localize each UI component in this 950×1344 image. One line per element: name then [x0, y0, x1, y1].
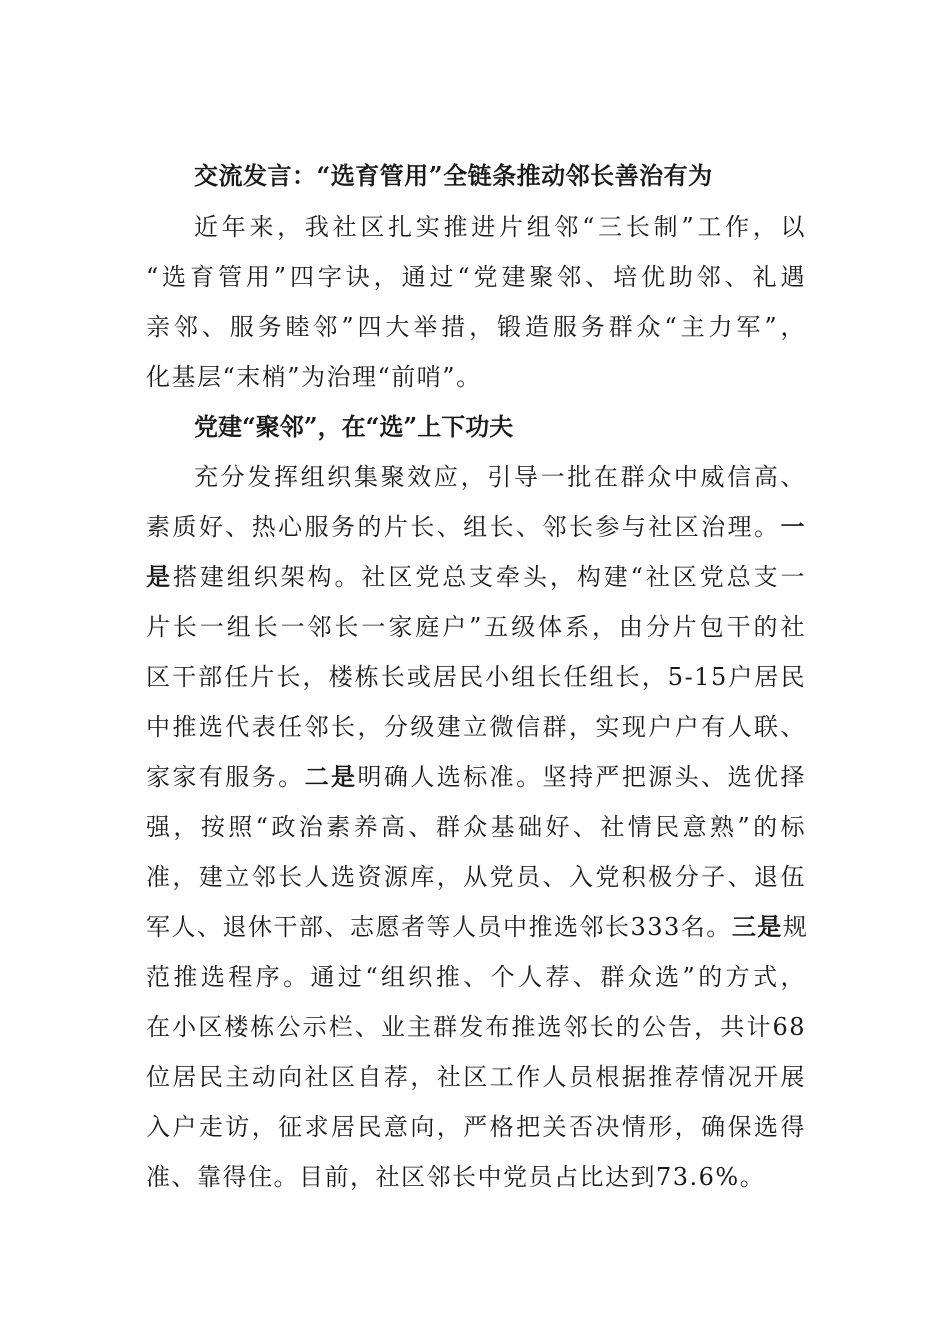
body-line: 片长一组长一邻长一家庭户”五级体系，由分片包干的社	[146, 613, 806, 641]
intro-line: 亲邻、服务睦邻”四大举措，锻造服务群众“主力军”，	[146, 313, 806, 341]
body-line: 强，按照“政治素养高、群众基础好、社情民意熟”的标	[146, 813, 806, 841]
point-label: 是	[146, 562, 173, 591]
intro-paragraph	[146, 202, 806, 402]
intro-line: “选育管用”四字诀，通过“党建聚邻、培优助邻、礼遇	[146, 263, 806, 291]
body-text: 规	[782, 913, 809, 941]
body-line: 入户走访，征求居民意向，严格把关否决情形，确保选得	[146, 1113, 806, 1141]
body-line: 中推选代表任邻长，分级建立微信群，实现户户有人联、	[146, 713, 806, 741]
document-page	[146, 150, 809, 1202]
body-line	[146, 552, 806, 602]
section-heading: 党建“聚邻”，在“选”上下功夫	[194, 412, 514, 441]
body-text: 军人、退休干部、志愿者等人员中推选邻长333名。	[146, 913, 732, 941]
body-line	[146, 902, 809, 952]
point-label: 三是	[731, 912, 783, 941]
intro-line: 化基层“末梢”为治理“前哨”。	[146, 363, 482, 391]
intro-line: 近年来，我社区扎实推进片组邻“三长制”工作，以	[194, 213, 806, 241]
point-label: 一	[780, 512, 806, 541]
body-line: 准，建立邻长人选资源库，从党员、入党积极分子、退伍	[146, 863, 806, 891]
body-text: 明确人选标准。坚持严把源头、选优择	[357, 763, 806, 791]
body-line: 充分发挥组织集聚效应，引导一批在群众中威信高、	[194, 463, 806, 491]
body-line	[146, 502, 806, 552]
body-line	[146, 752, 806, 802]
body-line: 准、靠得住。目前，社区邻长中党员占比达到73.6%。	[146, 1163, 766, 1191]
body-line: 位居民主动向社区自荐，社区工作人员根据推荐情况开展	[146, 1063, 806, 1091]
point-label: 二是	[304, 762, 358, 791]
body-line: 范推选程序。通过“组织推、个人荐、群众选”的方式，	[146, 963, 806, 991]
section-paragraph	[146, 452, 809, 1202]
body-text: 搭建组织架构。社区党总支牵头，构建“社区党总支一	[172, 563, 806, 591]
body-text: 家家有服务。	[146, 763, 305, 791]
document-title: 交流发言：“选育管用”全链条推动邻长善治有为	[194, 161, 713, 190]
body-line: 区干部任片长，楼栋长或居民小组长任组长，5-15户居民	[146, 663, 806, 691]
body-line: 在小区楼栋公示栏、业主群发布推选邻长的公告，共计68	[146, 1013, 806, 1041]
body-text: 素质好、热心服务的片长、组长、邻长参与社区治理。	[146, 513, 781, 541]
